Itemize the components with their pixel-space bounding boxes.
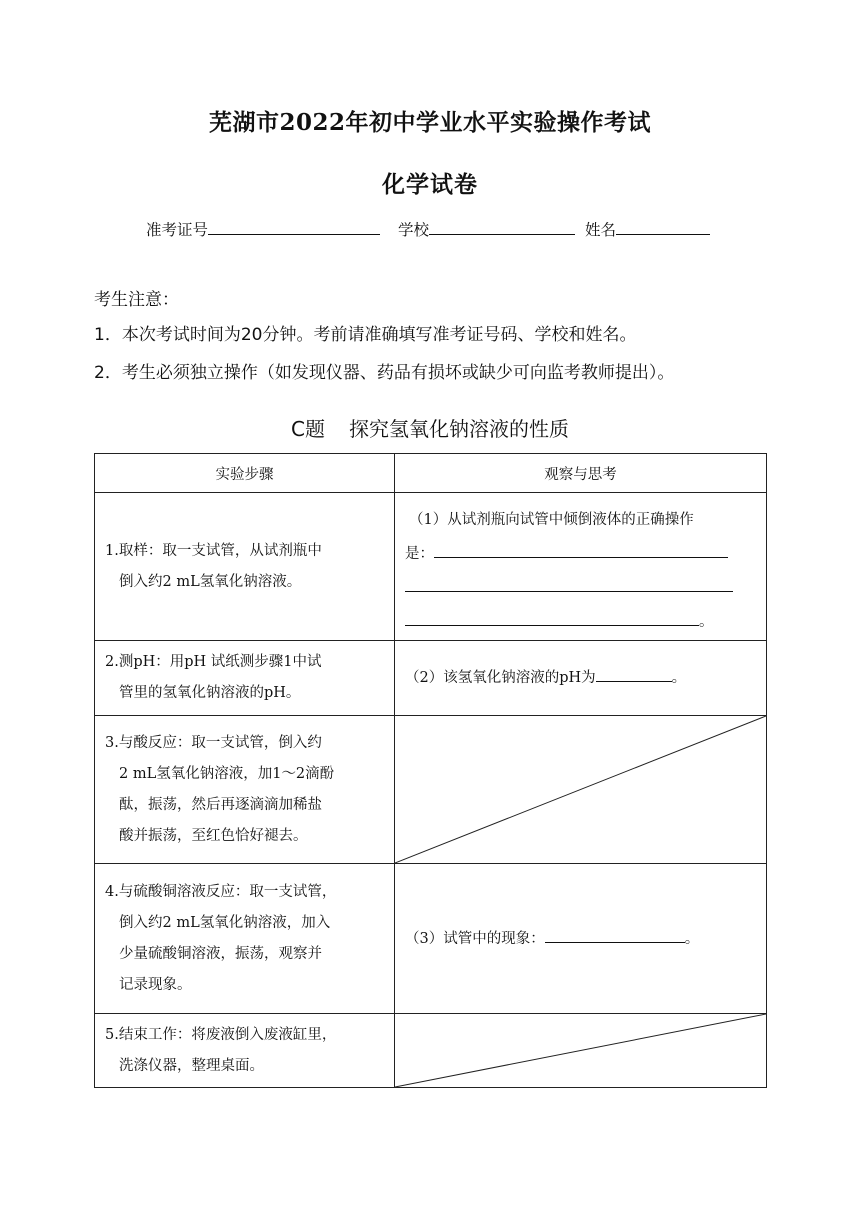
step-5-line-1: 5.结束工作：将废液倒入废液缸里， (105, 1026, 337, 1043)
candidate-info-line (146, 218, 710, 240)
header-observation: 观察与思考 (395, 454, 767, 493)
table-row (95, 716, 767, 864)
notice-item-1: 1．本次考试时间为20分钟。考前请准确填写准考证号码、学校和姓名。 (94, 325, 637, 345)
step-cell-4 (95, 864, 395, 1014)
observation-cell-4 (395, 864, 767, 1014)
step-2-line-1: 2.测pH：用pH 试纸测步骤1中试 (105, 654, 322, 670)
table-header-row (95, 454, 767, 493)
name-label: 姓名 (585, 221, 617, 239)
observation-cell-1 (395, 493, 767, 641)
answer-blank-1c[interactable] (405, 609, 699, 626)
exam-id-label: 准考证号 (146, 221, 209, 239)
question-code: C题 (291, 417, 325, 441)
header-steps: 实验步骤 (95, 454, 395, 493)
obs-1-line-2-label: 是： (405, 546, 434, 562)
observation-cell-2 (395, 641, 767, 716)
step-3-line-1: 3.与酸反应：取一支试管，倒入约 (105, 734, 322, 751)
obs-4-end: 。 (684, 930, 700, 947)
step-cell-5 (95, 1014, 395, 1088)
notice-title: 考生注意： (94, 290, 179, 310)
step-5-line-2: 洗涤仪器，整理桌面。 (119, 1057, 264, 1074)
school-label: 学校 (398, 221, 430, 239)
exam-subtitle: 化学试卷 (382, 171, 478, 198)
phenomenon-answer-blank[interactable] (545, 926, 685, 943)
obs-1-end: 。 (699, 614, 714, 630)
diagonal-strike (395, 1014, 766, 1087)
table-row (95, 641, 767, 716)
answer-blank-1b[interactable] (405, 575, 733, 592)
question-title (0, 413, 860, 442)
table-row (95, 493, 767, 641)
step-1-line-1: 1.取样：取一支试管，从试剂瓶中 (105, 542, 322, 559)
obs-2-label: （2）该氢氧化钠溶液的pH为 (405, 670, 596, 686)
answer-blank-1a[interactable] (434, 541, 728, 558)
step-2-line-2: 管里的氢氧化钠溶液的pH。 (119, 685, 301, 701)
exam-title: 芜湖市2022年初中学业水平实验操作考试 (208, 109, 651, 136)
exam-id-blank[interactable] (208, 220, 380, 235)
obs-1-line-1: （1）从试剂瓶向试管中倾倒液体的正确操作 (409, 512, 694, 528)
table-row (95, 1014, 767, 1088)
obs-2-end: 。 (671, 670, 687, 686)
diagonal-strike (395, 716, 766, 863)
step-cell-2 (95, 641, 395, 716)
step-1-line-2: 倒入约2 mL氢氧化钠溶液。 (119, 573, 302, 590)
observation-cell-5-crossed (395, 1014, 767, 1088)
ph-answer-blank[interactable] (596, 665, 672, 682)
question-topic: 探究氢氧化钠溶液的性质 (348, 417, 569, 441)
step-3-line-2: 2 mL氢氧化钠溶液，加1～2滴酚 (119, 765, 335, 782)
notice-item-2: 2．考生必须独立操作（如发现仪器、药品有损坏或缺少可向监考教师提出）。 (94, 363, 675, 383)
experiment-table (94, 453, 767, 1088)
step-4-line-1: 4.与硫酸铜溶液反应：取一支试管， (105, 883, 337, 900)
school-blank[interactable] (429, 220, 575, 235)
step-cell-3 (95, 716, 395, 864)
obs-4-label: （3）试管中的现象： (405, 930, 545, 947)
step-3-line-3: 酞，振荡，然后再逐滴滴加稀盐 (119, 796, 322, 813)
name-blank[interactable] (616, 220, 710, 235)
step-3-line-4: 酸并振荡，至红色恰好褪去。 (119, 827, 308, 844)
step-4-line-4: 记录现象。 (119, 976, 192, 993)
observation-cell-3-crossed (395, 716, 767, 864)
step-4-line-3: 少量硫酸铜溶液，振荡，观察并 (119, 945, 322, 962)
table-row (95, 864, 767, 1014)
step-4-line-2: 倒入约2 mL氢氧化钠溶液，加入 (119, 914, 331, 931)
step-cell-1 (95, 493, 395, 641)
